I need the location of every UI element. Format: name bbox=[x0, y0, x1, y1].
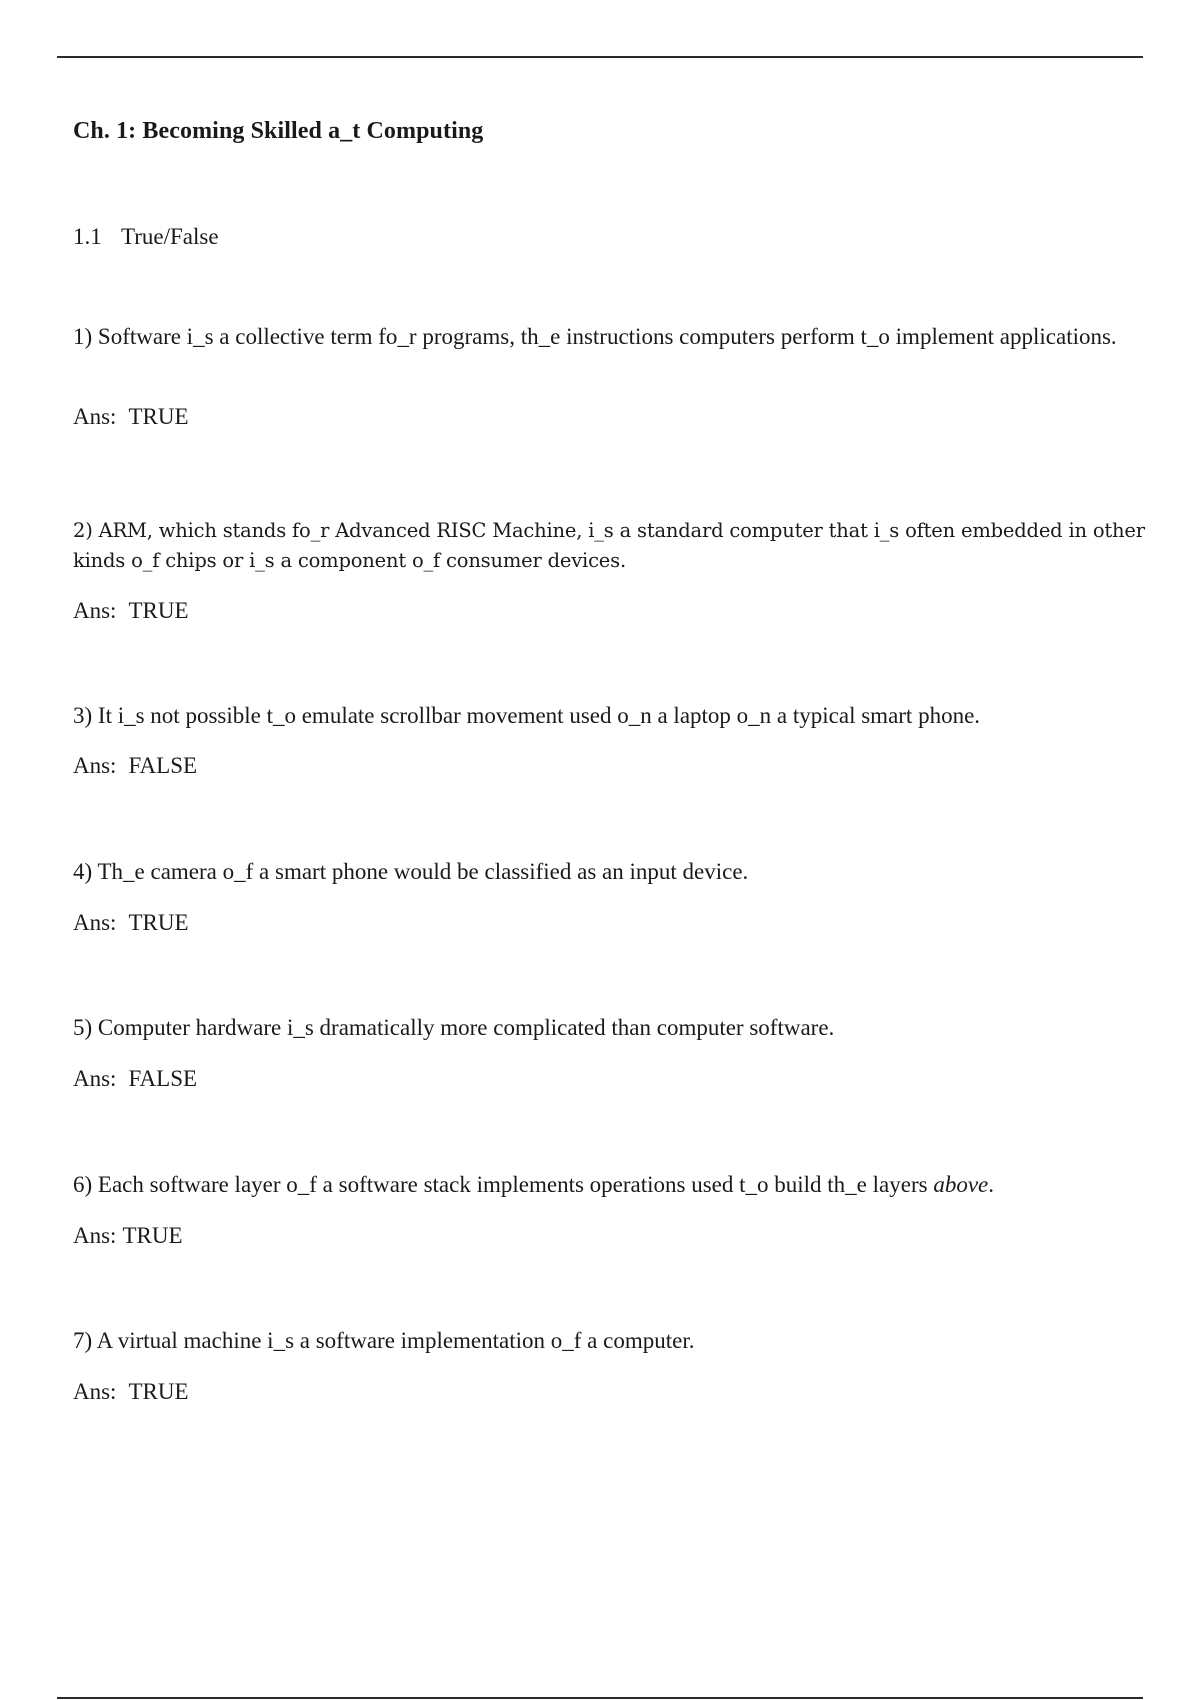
answer-value: TRUE bbox=[122, 1223, 183, 1248]
answer-7 bbox=[73, 1379, 189, 1405]
question-2: 2) ARM, which stands fo_r Advanced RISC Machine, i_s a standard computer that i_s often embedded in other kinds o_f chips or i_s a component o_f consumer devices. bbox=[73, 519, 1145, 572]
section-heading bbox=[73, 224, 219, 250]
question-5: 5) Computer hardware i_s dramatically more complicated than computer software. bbox=[73, 1015, 835, 1040]
answer-value: TRUE bbox=[128, 1379, 189, 1404]
answer-label: Ans: bbox=[73, 753, 117, 778]
answer-label: Ans: bbox=[73, 598, 117, 623]
question-6-suffix: . bbox=[988, 1172, 994, 1197]
section-number: 1.1 bbox=[73, 224, 102, 249]
question-7: 7) A virtual machine i_s a software implementation o_f a computer. bbox=[73, 1328, 695, 1353]
answer-3 bbox=[73, 753, 197, 779]
answer-value: FALSE bbox=[128, 1066, 198, 1091]
answer-label: Ans: bbox=[73, 404, 117, 429]
question-6-text: 6) Each software layer o_f a software stack implements operations used t_o build th_e layers bbox=[73, 1172, 934, 1197]
answer-2 bbox=[73, 598, 189, 624]
answer-label: Ans: bbox=[73, 1066, 117, 1091]
question-6-emphasis: above bbox=[933, 1172, 989, 1197]
answer-value: TRUE bbox=[128, 598, 189, 623]
answer-label: Ans: bbox=[73, 910, 117, 935]
answer-value: TRUE bbox=[128, 910, 189, 935]
answer-value: FALSE bbox=[128, 753, 198, 778]
answer-6 bbox=[73, 1223, 183, 1249]
question-1: 1) Software i_s a collective term fo_r programs, th_e instructions computers perform t_o implement applications. bbox=[73, 324, 1117, 349]
section-title: True/False bbox=[121, 224, 219, 249]
question-4: 4) Th_e camera o_f a smart phone would be classified as an input device. bbox=[73, 859, 749, 884]
answer-label: Ans: bbox=[73, 1379, 117, 1404]
chapter-title: Ch. 1: Becoming Skilled a_t Computing bbox=[73, 118, 484, 144]
top-rule bbox=[57, 56, 1143, 58]
question-3: 3) It i_s not possible t_o emulate scrollbar movement used o_n a laptop o_n a typical smart phone. bbox=[73, 703, 981, 728]
answer-value: TRUE bbox=[128, 404, 189, 429]
answer-5 bbox=[73, 1066, 197, 1092]
answer-label: Ans: bbox=[73, 1223, 117, 1248]
answer-1 bbox=[73, 404, 189, 430]
answer-4 bbox=[73, 910, 189, 936]
question-6 bbox=[73, 1170, 1158, 1200]
bottom-rule bbox=[57, 1697, 1143, 1699]
